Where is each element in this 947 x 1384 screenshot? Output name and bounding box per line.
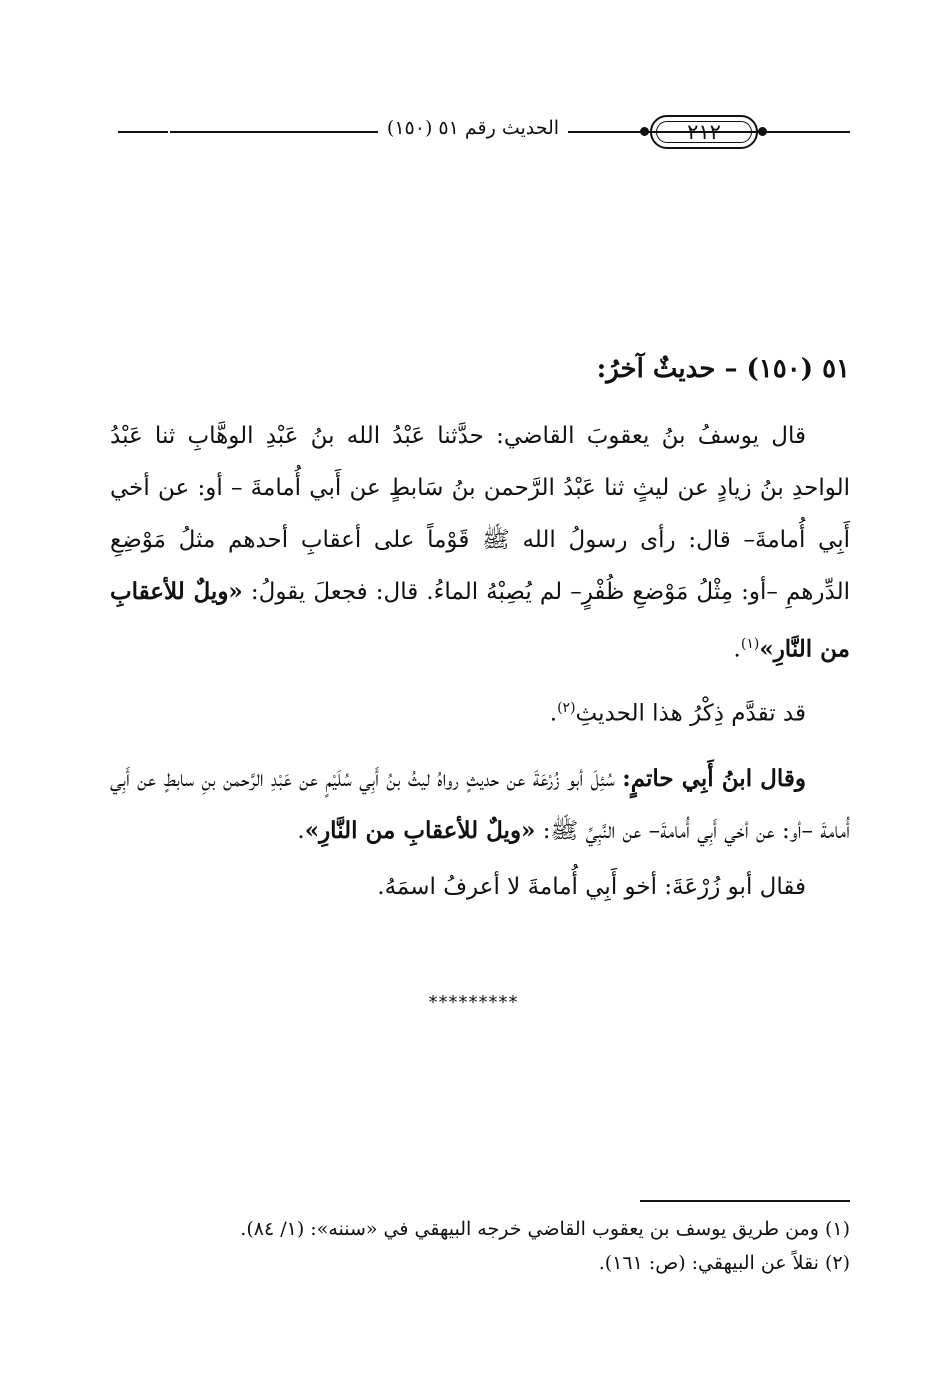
footnote-1: (١) ومن طريق يوسف بن يعقوب القاضي خرجه البيهقي في «سننه»: (١/ ٨٤). [240,1218,850,1240]
ornament-dot-left [640,127,649,136]
paragraph-2 [110,682,850,740]
footnote-rule [640,1200,850,1202]
footnote-ref-1: (١) [740,636,760,652]
paragraph-1-end: . [733,636,741,663]
section-separator: ********* [428,992,519,1013]
paragraph-2-end: . [549,700,558,727]
header-rule-middle [170,131,378,133]
running-title: الحديث رقم ٥١ (١٥٠) [386,117,560,139]
page-number: ٢١٢ [687,119,721,144]
paragraph-3-quote: «ويلٌ للأعقابِ من النَّارِ» [304,817,536,845]
paragraph-3 [110,753,850,857]
footnote-ref-2: (٢) [557,699,576,716]
paragraph-1-quote: «ويلٌ للأعقابِ من النَّارِ» [110,578,850,663]
paragraph-2-text: قد تقدَّم ذِكْرُ هذا الحديثِ [575,700,806,727]
paragraph-3-end: . [297,818,305,845]
paragraph-4: فقال أبو زُرْعَةَ: أخو أَبِي أُمامةَ لا أعرفُ اسمَهُ. [377,874,806,901]
footnotes [110,1212,850,1280]
paragraph-3-text: سُئِلَ أبو زُرْعَةَ عن حديثٍ رواهُ ليثُ بنُ أَبِي سُلَيْمٍ عن عَبْدِ الرَّحمن بنِ سابطٍ عن أَبِي أُمامةَ –أو: عن أخي أَبِي أُمامةَ– عن النَّبِيِّ ﷺ: [110,766,850,845]
main-text [110,346,850,913]
paragraph-1 [110,410,850,676]
running-header [110,112,850,152]
paragraph-3-lead: وقال ابنُ أَبِي حاتمٍ: [622,765,806,793]
section-title: ٥١ (١٥٠) – حديثٌ آخرُ: [596,354,850,384]
header-rule-left [118,131,168,133]
footnote-2: (٢) نقلاً عن البيهقي: (ص: ١٦١). [598,1252,850,1274]
ornament-dot-right [758,127,767,136]
page-number-frame [650,115,758,149]
paragraph-1-text: قال يوسفُ بنُ يعقوبَ القاضي: حدَّثنا عَبْدُ الله بنُ عَبْدِ الوهَّابِ ثنا عَبْدُ الواحدِ بنُ زيادٍ عن ليثٍ ثنا عَبْدُ الرَّحمن بنُ سَابطٍ عن أَبي أُمامةَ – أو: عن أخي أَبِي أُمامةَ– قال: رأى رسولُ الله ﷺ قَوْماً على أعقابِ أحدهم مثلُ مَوْضِعِ الدِّرهمِ –أو: مِثْلُ مَوْضعِ ظُفْرٍ– لم يُصِبْهُ الماءُ. قال: فجعلَ يقولُ: [110,423,850,605]
